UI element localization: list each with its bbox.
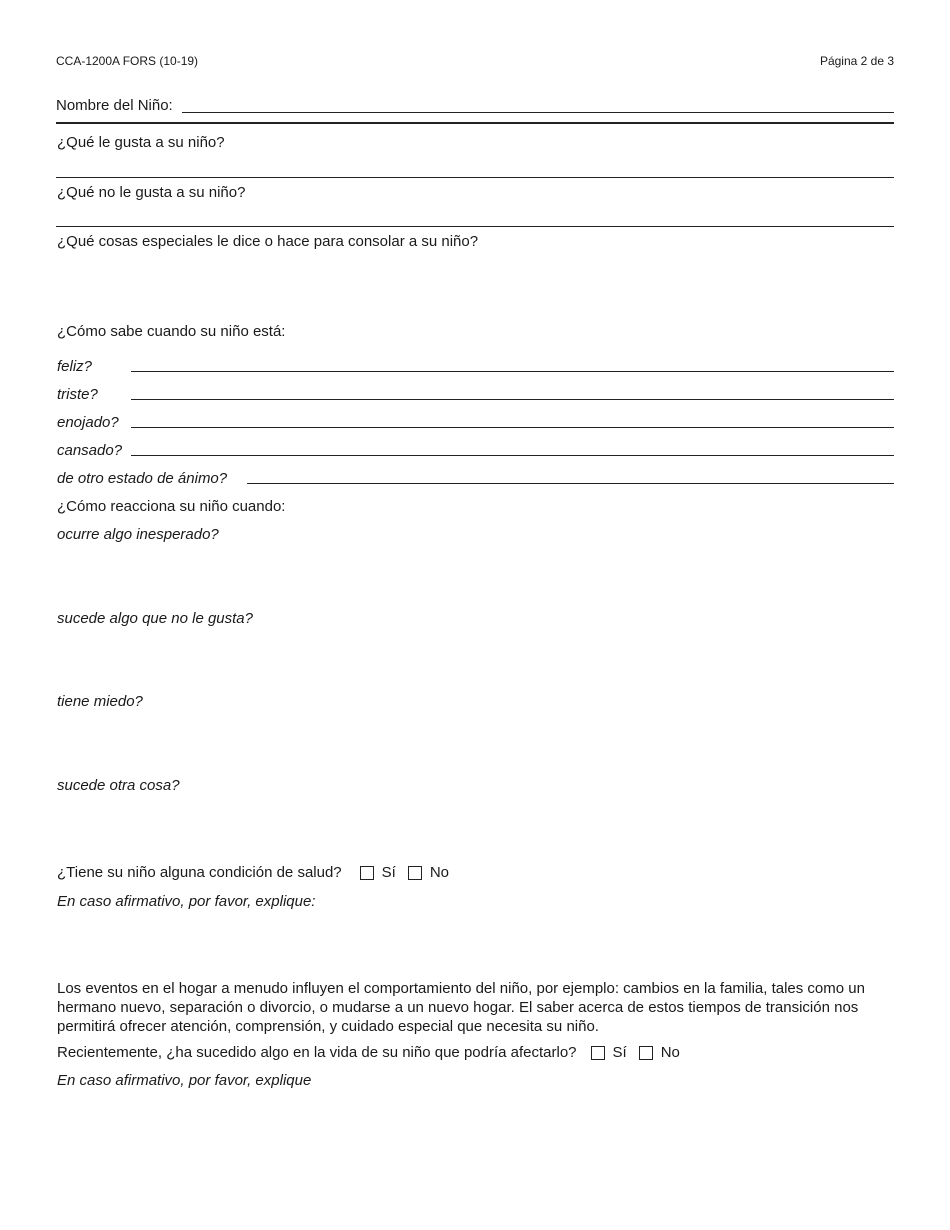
health-yes-option[interactable] bbox=[360, 864, 396, 882]
reaction-unexpected-area[interactable] bbox=[56, 548, 894, 604]
health-question-row bbox=[57, 864, 461, 882]
health-no-option[interactable] bbox=[408, 864, 449, 882]
health-no-checkbox[interactable] bbox=[408, 866, 422, 880]
mood-angry-field[interactable] bbox=[131, 427, 894, 428]
dislikes-question: ¿Qué no le gusta a su niño? bbox=[57, 184, 246, 201]
reaction-dislike-area[interactable] bbox=[56, 632, 894, 688]
events-no-checkbox[interactable] bbox=[639, 1046, 653, 1060]
events-yes-label: Sí bbox=[612, 1044, 627, 1061]
events-explain-label: En caso afirmativo, por favor, explique bbox=[57, 1072, 312, 1089]
mood-happy-field[interactable] bbox=[131, 371, 894, 372]
health-no-label: No bbox=[429, 864, 450, 881]
health-explain-label: En caso afirmativo, por favor, explique: bbox=[57, 893, 316, 910]
comfort-question: ¿Qué cosas especiales le dice o hace para consolar a su niño? bbox=[57, 233, 479, 250]
reaction-unexpected-label: ocurre algo inesperado? bbox=[57, 526, 219, 543]
events-question: Recientemente, ¿ha sucedido algo en la vida de su niño que podría afectarlo? bbox=[57, 1044, 577, 1061]
mood-other-label: de otro estado de ánimo? bbox=[57, 470, 228, 487]
reaction-other-area[interactable] bbox=[56, 799, 894, 855]
mood-tired-field[interactable] bbox=[131, 455, 894, 456]
reaction-dislike-label: sucede algo que no le gusta? bbox=[57, 610, 253, 627]
mood-angry-label: enojado? bbox=[57, 414, 119, 431]
reaction-fear-area[interactable] bbox=[56, 715, 894, 771]
header-divider bbox=[56, 122, 894, 124]
mood-tired-label: cansado? bbox=[57, 442, 123, 459]
likes-question: ¿Qué le gusta a su niño? bbox=[57, 134, 225, 151]
mood-other-field[interactable] bbox=[247, 483, 894, 484]
reaction-other-label: sucede otra cosa? bbox=[57, 777, 180, 794]
comfort-answer-area[interactable] bbox=[56, 256, 894, 314]
mood-heading: ¿Cómo sabe cuando su niño está: bbox=[57, 323, 286, 340]
reaction-fear-label: tiene miedo? bbox=[57, 693, 143, 710]
mood-sad-label: triste? bbox=[57, 386, 98, 403]
health-yes-checkbox[interactable] bbox=[360, 866, 374, 880]
events-no-label: No bbox=[660, 1044, 680, 1061]
events-paragraph: Los eventos en el hogar a menudo influyen el comportamiento del niño, por ejemplo: cambios en la familia, tales como un hermano nuevo, separación o divorcio, o mudarse a un nuevo hogar. El saber acerca de estos tiempos de transición nos permitirá ofrecer atención, comprensión, y cuidado especial que necesita su niño. bbox=[57, 980, 865, 1035]
child-name-field[interactable] bbox=[182, 112, 894, 113]
health-question: ¿Tiene su niño alguna condición de salud? bbox=[57, 864, 342, 881]
health-explain-area[interactable] bbox=[56, 915, 894, 971]
child-name-label: Nombre del Niño: bbox=[56, 97, 173, 114]
events-no-option[interactable] bbox=[639, 1044, 680, 1062]
events-question-row bbox=[57, 1044, 692, 1062]
form-id: CCA-1200A FORS (10-19) bbox=[56, 54, 199, 68]
likes-answer-field[interactable] bbox=[56, 177, 894, 178]
reaction-heading: ¿Cómo reacciona su niño cuando: bbox=[57, 498, 286, 515]
health-yes-label: Sí bbox=[381, 864, 396, 881]
page-number: Página 2 de 3 bbox=[819, 54, 894, 68]
mood-happy-label: feliz? bbox=[57, 358, 93, 375]
events-yes-option[interactable] bbox=[591, 1044, 627, 1062]
events-yes-checkbox[interactable] bbox=[591, 1046, 605, 1060]
dislikes-answer-field[interactable] bbox=[56, 226, 894, 227]
events-explain-area[interactable] bbox=[56, 1094, 894, 1194]
mood-sad-field[interactable] bbox=[131, 399, 894, 400]
